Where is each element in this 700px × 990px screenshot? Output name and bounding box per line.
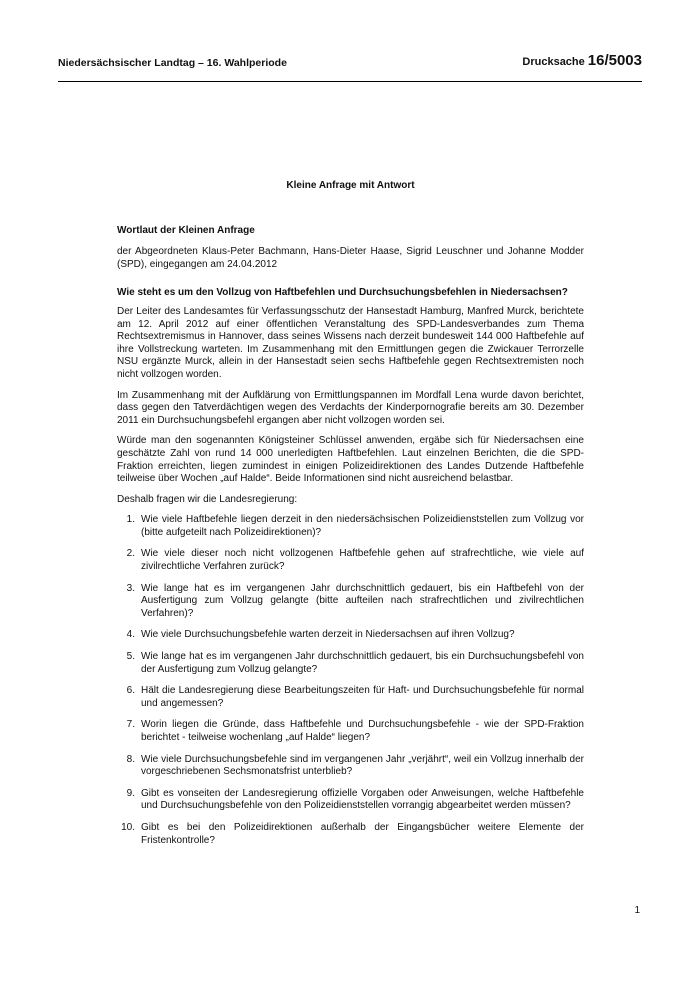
section-title: Wortlaut der Kleinen Anfrage bbox=[117, 224, 255, 236]
question-item bbox=[117, 514, 584, 539]
question-item bbox=[117, 548, 584, 573]
paragraph: Der Leiter des Landesamtes für Verfassungsschutz der Hansestadt Hamburg, Manfred Murck, berichtete am 12. April 2012 auf einer öffentlichen Veranstaltung des SPD-Landesverbandes zum Thema Rechtsextremismus in Hannover, dass seines Wissens nach derzeit bundesweit 144 000 Haftbefehle auf ihre Vollstreckung warteten. Im Zusammenhang mit den Ermittlungen gegen die Zwickauer Terrorzelle NSU ergänzte Murck, allein in der Hansestadt seien sechs Haftbefehle gegen Rechtsextremisten noch nicht vollzogen worden. bbox=[117, 305, 584, 380]
submitters: der Abgeordneten Klaus-Peter Bachmann, Hans-Dieter Haase, Sigrid Leuschner und Johanne Modder (SPD), eingegangen am 24.04.2012 bbox=[117, 246, 584, 270]
document-body bbox=[117, 180, 584, 856]
question-title: Wie steht es um den Vollzug von Haftbefehlen und Durchsuchungsbefehlen in Niedersachsen? bbox=[117, 287, 568, 299]
question-number: 3. bbox=[126, 582, 135, 594]
question-number: 9. bbox=[126, 787, 135, 799]
question-list bbox=[117, 514, 584, 847]
question-item bbox=[117, 629, 584, 642]
question-text: Gibt es vonseiten der Landesregierung offizielle Vorgaben oder Anweisungen, welche Haftbefehle und Durchsuchungsbefehle von den Polizeidienststellen vorrangig abgearbeitet werden müssen? bbox=[141, 787, 584, 812]
question-item bbox=[117, 754, 584, 779]
document-title: Kleine Anfrage mit Antwort bbox=[286, 180, 415, 191]
question-number: 8. bbox=[126, 753, 135, 765]
paragraph: Würde man den sogenannten Königsteiner Schlüssel anwenden, ergäbe sich für Niedersachsen eine geschätzte Zahl von rund 14 000 unerledigten Haftbefehlen. Laut einzelnen Berichten, die die SPD-Fraktion erreichten, liegen zumindest in einigen Polizeidirektionen des Landes Dutzende Haftbefehle teilweise über Wochen „auf Halde“. Beide Informationen sind nicht ausreichend belastbar. bbox=[117, 435, 584, 485]
question-text: Wie viele dieser noch nicht vollzogenen Haftbefehle gehen auf strafrechtliche, wie viele auf zivilrechtliche Verfahren zurück? bbox=[141, 548, 584, 573]
question-number: 5. bbox=[126, 651, 135, 663]
question-text: Wie lange hat es im vergangenen Jahr durchschnittlich gedauert, bis ein Durchsuchungsbefehl von der Ausfertigung zum Vollzug gelangte? bbox=[141, 651, 584, 675]
question-text: Worin liegen die Gründe, dass Haftbefehle und Durchsuchungsbefehle - wie der SPD-Fraktion berichtet - teilweise wochenlang „auf Halde“ liegen? bbox=[141, 719, 584, 743]
question-text: Wie viele Durchsuchungsbefehle sind im vergangenen Jahr „verjährt“, weil ein Vollzug innerhalb der vorgeschriebenen Sechsmonatsfrist unterblieb? bbox=[141, 753, 584, 778]
question-item bbox=[117, 788, 584, 813]
drucksache-label: Drucksache bbox=[522, 56, 585, 68]
question-item bbox=[117, 651, 584, 676]
page-number: 1 bbox=[634, 905, 640, 916]
question-text: Gibt es bei den Polizeidirektionen außerhalb der Eingangsbücher weitere Elemente der Fristenkontrolle? bbox=[141, 821, 584, 846]
question-item bbox=[117, 822, 584, 847]
paragraph: Deshalb fragen wir die Landesregierung: bbox=[117, 493, 298, 505]
paragraph: Im Zusammenhang mit der Aufklärung von Ermittlungspannen im Mordfall Lena wurde davon berichtet, dass gegen den Tatverdächtigen wegen des Verdachts der Kinderpornografie bereits am 30. Dezember 2011 ein Durchsuchungsbefehl ergangen aber nicht vollzogen worden sei. bbox=[117, 389, 584, 426]
page-header bbox=[58, 52, 642, 74]
question-item bbox=[117, 719, 584, 744]
question-number: 6. bbox=[126, 685, 135, 697]
question-text: Wie viele Durchsuchungsbefehle warten derzeit in Niedersachsen auf ihren Vollzug? bbox=[141, 629, 515, 641]
question-number: 1. bbox=[126, 514, 135, 526]
header-drucksache bbox=[522, 52, 642, 69]
header-divider bbox=[58, 81, 642, 82]
question-number: 10. bbox=[121, 821, 135, 833]
question-item bbox=[117, 685, 584, 710]
drucksache-number: 16/5003 bbox=[587, 52, 642, 69]
question-number: 2. bbox=[126, 548, 135, 560]
question-number: 4. bbox=[126, 629, 135, 641]
question-item bbox=[117, 583, 584, 621]
question-text: Wie viele Haftbefehle liegen derzeit in den niedersächsischen Polizeidienststellen zum Vollzug vor (bitte aufgeteilt nach Polizeidirektionen)? bbox=[141, 514, 584, 538]
question-text: Hält die Landesregierung diese Bearbeitungszeiten für Haft- und Durchsuchungsbefehle für normal und angemessen? bbox=[141, 685, 584, 709]
question-number: 7. bbox=[126, 719, 135, 731]
question-text: Wie lange hat es im vergangenen Jahr durchschnittlich gedauert, bis ein Haftbefehl von der Ausfertigung zum Vollzug gelangte (bitte aufteilen nach strafrechtlichen und zivilrechtlichen Verfahren)? bbox=[141, 582, 584, 619]
header-parliament: Niedersächsischer Landtag – 16. Wahlperiode bbox=[58, 57, 287, 69]
